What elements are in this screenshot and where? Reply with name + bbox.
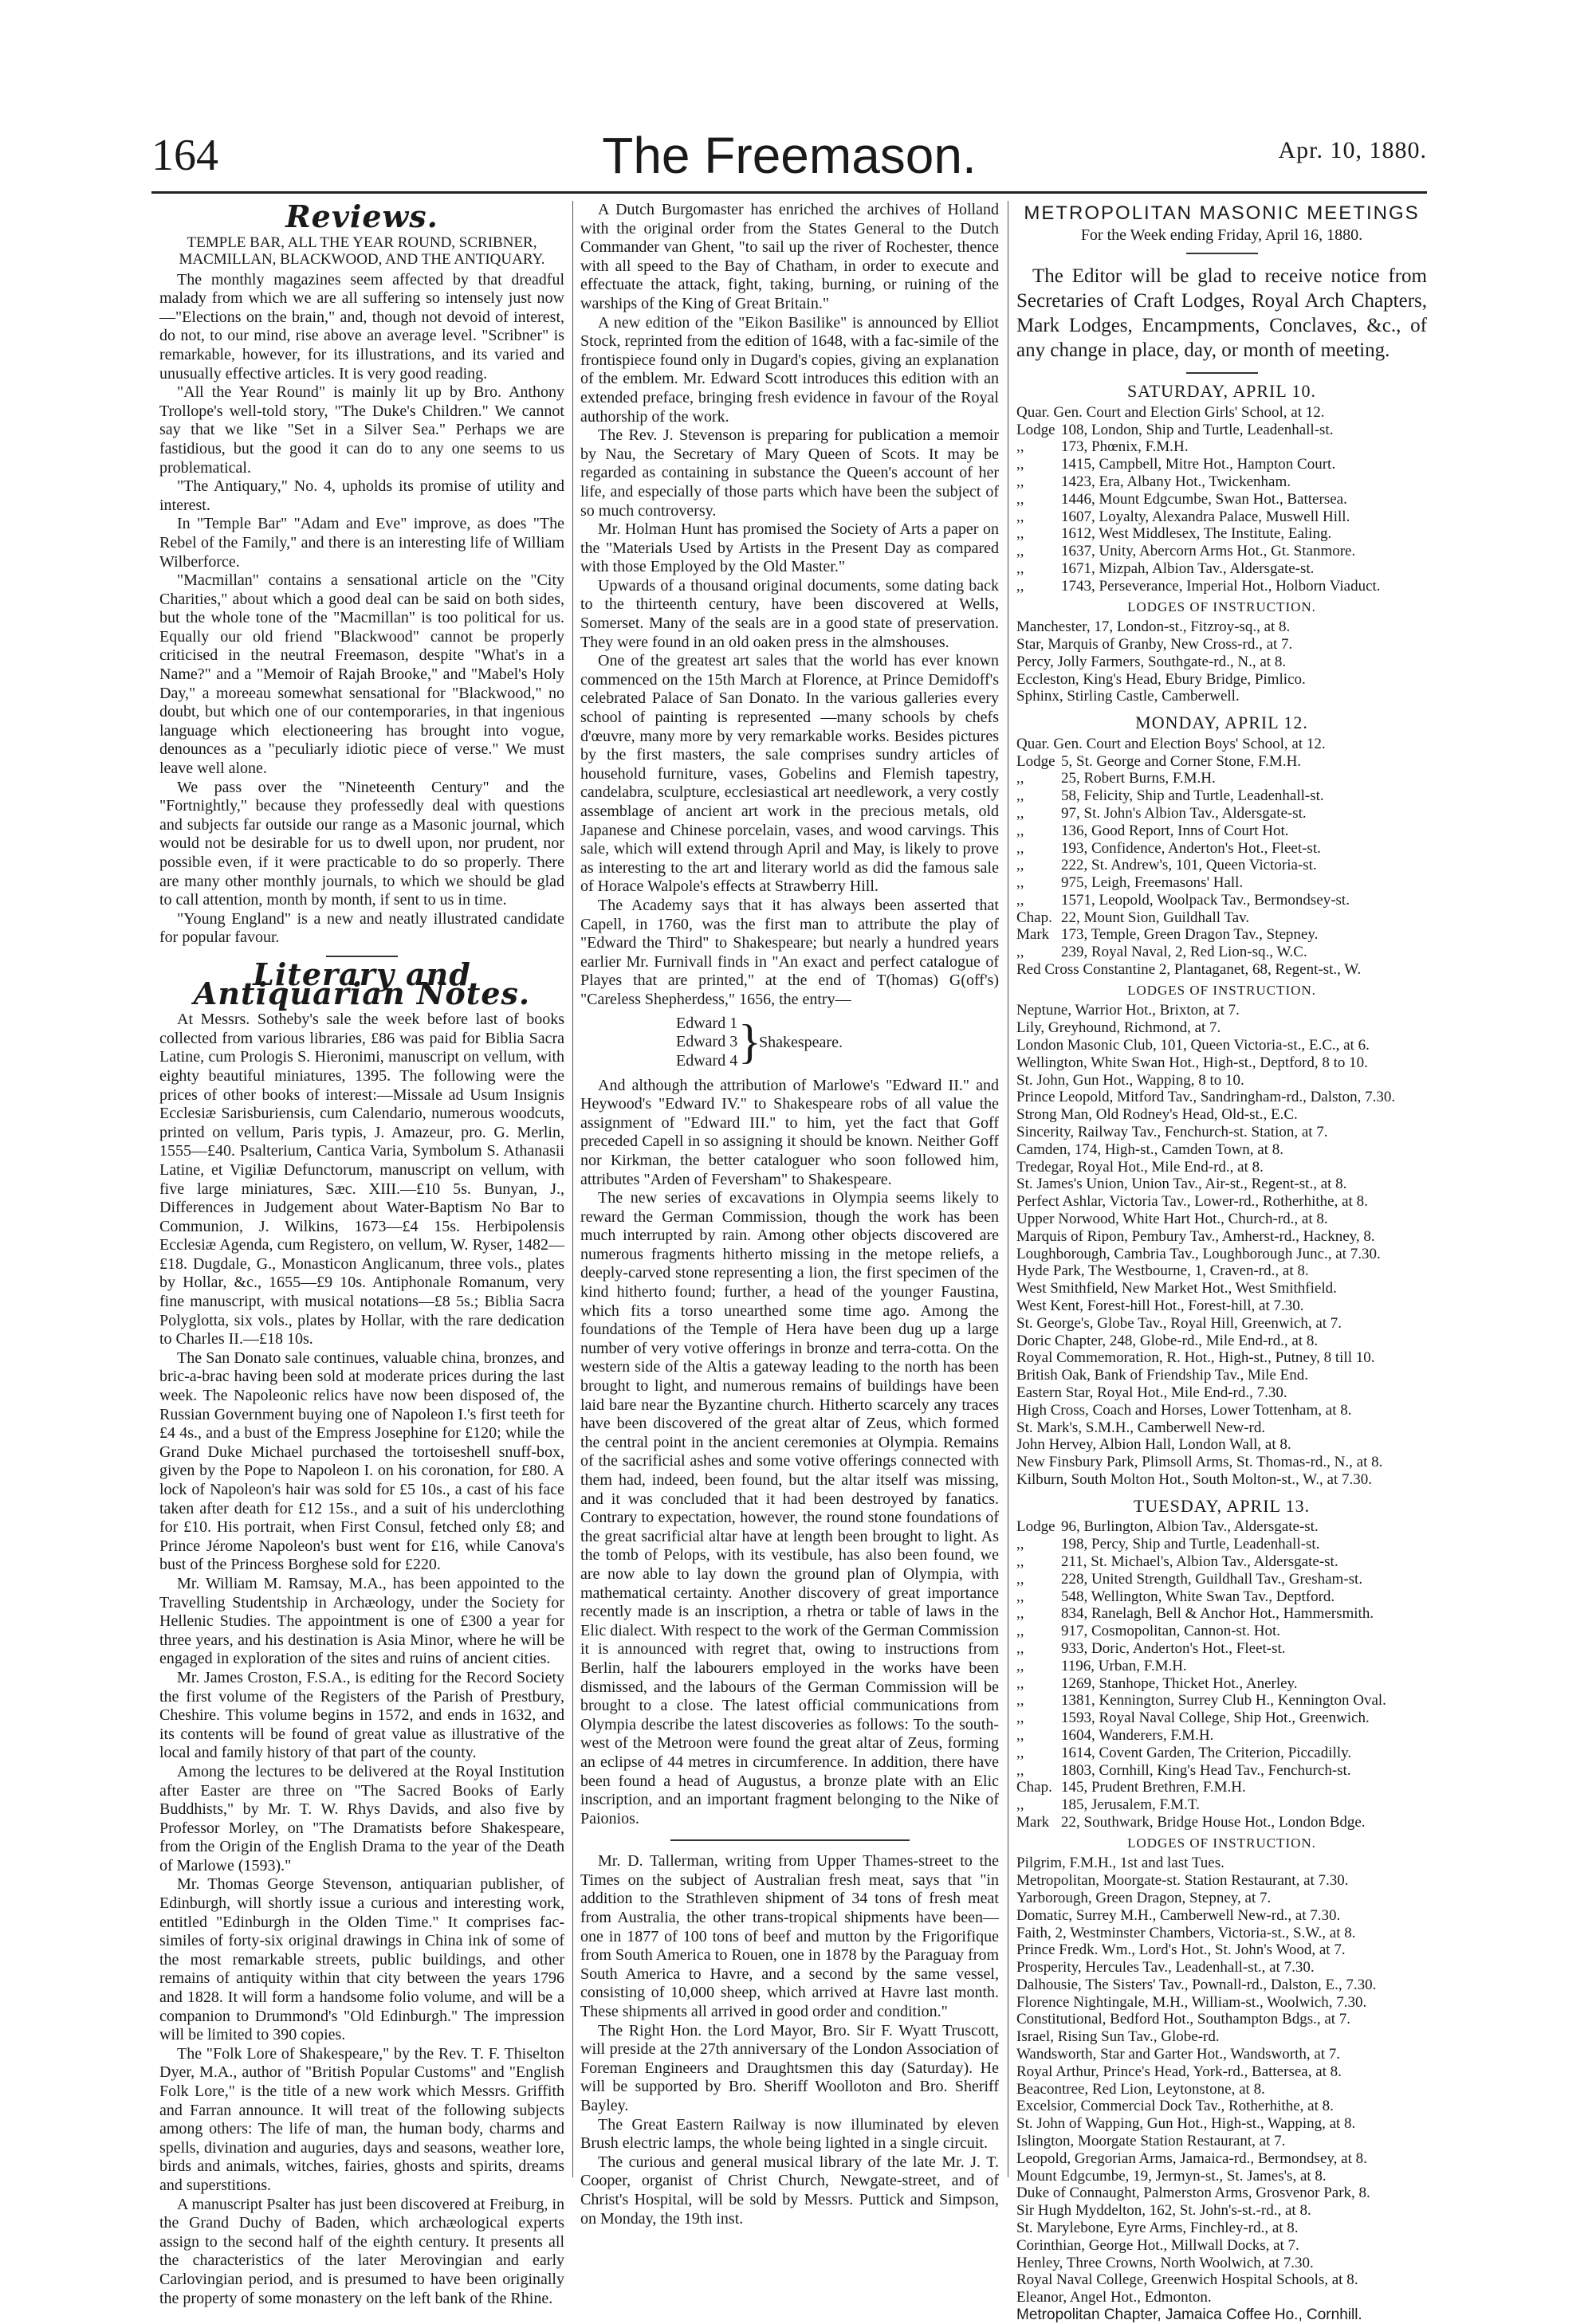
section-rule bbox=[670, 1839, 910, 1841]
meeting-entry-prefix: ,, bbox=[1016, 1674, 1024, 1692]
meeting-entry bbox=[1016, 736, 1427, 753]
meeting-entry bbox=[1016, 1571, 1427, 1588]
instruction-entry: Percy, Jolly Farmers, Southgate-rd., N., at 8. bbox=[1016, 653, 1287, 670]
meeting-entry-text: 58, Felicity, Ship and Turtle, Leadenhall-st. bbox=[1061, 787, 1324, 805]
meeting-entry-prefix: ,, bbox=[1016, 770, 1024, 787]
meeting-entry-text: 222, St. Andrew's, 101, Queen Victoria-st. bbox=[1061, 857, 1317, 874]
instruction-entry: St. James's Union, Union Tav., Air-st., Regent-st., at 8. bbox=[1016, 1176, 1347, 1193]
meeting-entry-prefix: ,, bbox=[1016, 490, 1024, 508]
column-right bbox=[1016, 201, 1427, 2324]
instruction-entry: West Smithfield, New Market Hot., West Smithfield. bbox=[1016, 1280, 1337, 1297]
meeting-entry bbox=[1016, 1796, 1427, 1814]
meeting-entry-text: 173, Temple, Green Dragon Tav., Stepney. bbox=[1061, 926, 1319, 944]
instruction-entry: St. John, Gun Hot., Wapping, 8 to 10. bbox=[1016, 1071, 1244, 1089]
instruction-entry: Marquis of Ripon, Pembury Tav., Amherst-rd., Hackney, 8. bbox=[1016, 1227, 1375, 1245]
meeting-entry-text: 1743, Perseverance, Imperial Hot., Holborn Viaduct. bbox=[1061, 577, 1381, 595]
meeting-day-heading: SATURDAY, APRIL 10. bbox=[1126, 381, 1317, 402]
instruction-entry: Duke of Connaught, Palmerston Arms, Grosvenor Park, 8. bbox=[1016, 2185, 1370, 2202]
meeting-entry-prefix: ,, bbox=[1016, 1536, 1024, 1553]
instruction-entry: Lily, Greyhound, Richmond, at 7. bbox=[1016, 1019, 1221, 1037]
section-rule bbox=[1186, 253, 1258, 254]
middle-notes-b bbox=[580, 1077, 999, 1829]
meeting-entry-text: 96, Burlington, Albion Tav., Aldersgate-st. bbox=[1061, 1518, 1319, 1536]
page-number: 164 bbox=[151, 131, 218, 180]
instruction-entry: Wandsworth, Star and Garter Hot., Wandsworth, at 7. bbox=[1016, 2046, 1341, 2063]
meeting-entry-prefix: ,, bbox=[1016, 1744, 1024, 1761]
reviews-heading: Reviews. bbox=[285, 198, 438, 234]
instruction-entry: Dalhousie, The Sisters' Tav., Pownall-rd., Dalston, E., 7.30. bbox=[1016, 1976, 1377, 1993]
meeting-entry bbox=[1016, 1710, 1427, 1727]
meeting-entry-prefix: ,, bbox=[1016, 1639, 1024, 1657]
meeting-entry bbox=[1016, 753, 1427, 771]
instruction-entry: Prosperity, Hercules Tav., Leadenhall-st., at 7.30. bbox=[1016, 1959, 1315, 1977]
entry-line: Edward 3 bbox=[676, 1033, 738, 1051]
meeting-entry-text: Quar. Gen. Court and Election Girls' School, at 12. bbox=[1016, 403, 1325, 421]
meeting-entry-text: 834, Ranelagh, Bell & Anchor Hot., Hammersmith. bbox=[1061, 1605, 1374, 1623]
note-paragraph: And although the attribution of Marlowe's "Edward II." and Heywood's "Edward IV." to Shakespeare robs of all value the assignment of "Edward III." to him, yet the fact that Goff preceded Capell in so assigning it should be known. Neither Goff nor Kirkman, the better cataloguer who soon followed him, attributes "Arden of Feversham" to Shakespeare. bbox=[580, 1076, 999, 1188]
meeting-entry bbox=[1016, 1605, 1427, 1623]
review-paragraph: "Macmillan" contains a sensational article on the "City Charities," about which a good deal can be said on both sides, but the whole tone of the "Macmillan" is too political for us. Equally our old friend "Blackwood" cannot be properly criticised in the neutral Freemason, despite "What's in a Name?" and a "Memoir of Rajah Brooke," and "Mabel's Holy Day," a moreeau somewhat sensational for "Blackwood," no doubt, but which one of our contemporaries, in that ingenious language which electioneering has brought into vogue, denounces as a "peculiarly idiotic piece of verse." We must leave well alone. bbox=[159, 571, 564, 778]
note-paragraph: A new edition of the "Eikon Basilike" is announced by Elliot Stock, reprinted from the edition of 1648, with a fac-simile of the frontispiece found only in Dugard's copies, giving an explanation of the emblem. Mr. Edward Scott introduces this edition with an extended preface, bringing fresh evidence in favour of the Royal authorship of the work. bbox=[580, 313, 999, 426]
meeting-entry bbox=[1016, 473, 1427, 491]
meeting-entry-prefix: Mark bbox=[1016, 1813, 1050, 1831]
meeting-entry bbox=[1016, 508, 1427, 526]
meeting-entry-prefix: ,, bbox=[1016, 1710, 1024, 1727]
meeting-entry bbox=[1016, 1553, 1427, 1571]
meeting-entry bbox=[1016, 1658, 1427, 1675]
instruction-entry: Yarborough, Green Dragon, Stepney, at 7. bbox=[1016, 1889, 1272, 1906]
meetings-week: For the Week ending Friday, April 16, 1880. bbox=[1080, 226, 1363, 244]
instruction-entry: Perfect Ashlar, Victoria Tav., Lower-rd., Rotherhithe, at 8. bbox=[1016, 1193, 1368, 1211]
instruction-entry: Prince Fredk. Wm., Lord's Hot., St. John's Wood, at 7. bbox=[1016, 1941, 1346, 1959]
meeting-entry-text: 1415, Campbell, Mitre Hot., Hampton Court. bbox=[1061, 456, 1336, 473]
literary-heading: Literary and Antiquarian Notes. bbox=[193, 956, 531, 1011]
meeting-entry-prefix: ,, bbox=[1016, 438, 1024, 456]
meeting-entry-prefix: ,, bbox=[1016, 508, 1024, 525]
instruction-entry: Excelsior, Commercial Dock Tav., Rotherhithe, at 8. bbox=[1016, 2098, 1334, 2115]
instruction-entry: St. George's, Globe Tav., Royal Hill, Greenwich, at 7. bbox=[1016, 1314, 1342, 1332]
meeting-entry-prefix: Lodge bbox=[1016, 752, 1055, 770]
meeting-entry-prefix: ,, bbox=[1016, 822, 1024, 839]
instruction-heading: LODGES OF INSTRUCTION. bbox=[1127, 982, 1316, 998]
meeting-entry bbox=[1016, 1623, 1427, 1640]
meeting-entry bbox=[1016, 1745, 1427, 1762]
issue-date: Apr. 10, 1880. bbox=[1278, 137, 1427, 163]
literary-paragraph: The San Donato sale continues, valuable china, bronzes, and bric-a-brac having been sold at moderate prices during the last week. The Napoleonic relics have now been disposed of, the Russian Government buying one of Napoleon I.'s first teeth for £4 4s., and a bust of the Empress Josephine for £120; while the Grand Duke Michael purchased the tortoiseshell snuff-box, given by the Pope to Napoleon I. on his coronation, for £80. A lock of Napoleon's hair was sold for £5 10s., a cast of his face taken after death for £12 15s., and a suit of his underclothing for £10. His portrait, when First Consul, fetched only £8; and Prince Jérome Napoleon's bust went for £16, while Canova's bust of the Princess Borghese sold for £220. bbox=[159, 1348, 564, 1574]
instruction-entry: Florence Nightingale, M.H., William-st., Woolwich, 7.30. bbox=[1016, 1993, 1367, 2011]
meeting-entry-text: 25, Robert Burns, F.M.H. bbox=[1061, 770, 1216, 787]
meeting-entry-prefix: ,, bbox=[1016, 1726, 1024, 1744]
instruction-entry: Upper Norwood, White Hart Hot., Church-rd., at 8. bbox=[1016, 1211, 1328, 1228]
meeting-entry-text: 1614, Covent Garden, The Criterion, Piccadilly. bbox=[1061, 1744, 1352, 1761]
meeting-entry-text: 933, Doric, Anderton's Hot., Fleet-st. bbox=[1061, 1639, 1286, 1657]
meeting-entry-prefix: ,, bbox=[1016, 944, 1024, 961]
catalogue-entry bbox=[676, 1015, 999, 1072]
instruction-entry: St. John of Wapping, Gun Hot., High-st., Wapping, at 8. bbox=[1016, 2115, 1356, 2133]
meeting-entry-text: 239, Royal Naval, 2, Red Lion-sq., W.C. bbox=[1061, 944, 1307, 961]
instruction-entry: Mount Edgcumbe, 19, Jermyn-st., St. James's, at 8. bbox=[1016, 2167, 1327, 2185]
meeting-entry-prefix: Lodge bbox=[1016, 421, 1055, 438]
literary-paragraph: Among the lectures to be delivered at the Royal Institution after Easter are three on "The Sacred Books of Early Buddhists," by Mr. T. W. Rhys Davids, and also five by Professor Morley, on "The Dramatists before Shakespeare, from the Origin of the English Drama to the year of the Death of Marlowe (1593)." bbox=[159, 1762, 564, 1875]
entry-line: Edward 4 bbox=[676, 1051, 738, 1070]
meeting-days bbox=[1016, 382, 1427, 2324]
meeting-entry bbox=[1016, 944, 1427, 961]
literary-body bbox=[159, 1011, 564, 2308]
meeting-entry-text: 22, Southwark, Bridge House Hot., London Bdge. bbox=[1061, 1813, 1366, 1831]
instruction-heading: LODGES OF INSTRUCTION. bbox=[1127, 599, 1316, 614]
meeting-entry-text: 211, St. Michael's, Albion Tav., Aldersgate-st. bbox=[1061, 1553, 1338, 1570]
meeting-entry-text: 198, Percy, Ship and Turtle, Leadenhall-st. bbox=[1061, 1536, 1320, 1553]
note-paragraph: Mr. Holman Hunt has promised the Society of Arts a paper on the "Materials Used by Artists in the Present Day as compared with those Employed by the Old Master." bbox=[580, 520, 999, 576]
literary-paragraph: The "Folk Lore of Shakespeare," by the Rev. T. F. Thiselton Dyer, M.A., author of "British Popular Customs" and "English Folk Lore," is the title of a new work which Messrs. Griffith and Farran announce. It will treat of the following subjects among others: The life of man, the human body, charms and spells, divination and auguries, days and seasons, weather lore, birds and animals, witches, fairies, ghosts and spirits, dreams and superstitions. bbox=[159, 2044, 564, 2194]
meeting-entry-prefix: ,, bbox=[1016, 1657, 1024, 1674]
brace-glyph: } bbox=[738, 1015, 761, 1068]
instruction-entry: Doric Chapter, 248, Globe-rd., Mile End-rd., at 8. bbox=[1016, 1332, 1319, 1349]
meeting-entry-text: 108, London, Ship and Turtle, Leadenhall-st. bbox=[1061, 421, 1334, 438]
instruction-entry: Islington, Moorgate Station Restaurant, at 7. bbox=[1016, 2133, 1286, 2150]
meeting-entry-text: 1637, Unity, Abercorn Arms Hot., Gt. Stanmore. bbox=[1061, 543, 1356, 560]
meeting-entry-text: 1446, Mount Edgcumbe, Swan Hot., Battersea. bbox=[1061, 490, 1347, 508]
instruction-entry: Leopold, Gregorian Arms, Jamaica-rd., Bermondsey, at 8. bbox=[1016, 2149, 1367, 2167]
entry-line: Edward 1 bbox=[676, 1014, 738, 1032]
meeting-entry-text: 228, United Strength, Guildhall Tav., Gresham-st. bbox=[1061, 1570, 1363, 1588]
meeting-entry-prefix: ,, bbox=[1016, 1761, 1024, 1779]
instruction-entry: Sir Hugh Myddelton, 162, St. John's-st.-rd., at 8. bbox=[1016, 2202, 1311, 2220]
literary-paragraph: Mr. James Croston, F.S.A., is editing for the Record Society the first volume of the Registers of the Parish of Prestbury, Cheshire. This volume begins in 1572, and ends in 1632, and its contents will be found of great value as illustrative of the local and family history of that part of the county. bbox=[159, 1668, 564, 1762]
instruction-entry: Eastern Star, Royal Hot., Mile End-rd., 7.30. bbox=[1016, 1384, 1287, 1401]
meeting-entry-text: 173, Phœnix, F.M.H. bbox=[1061, 438, 1189, 456]
meeting-entry-prefix: ,, bbox=[1016, 839, 1024, 857]
meeting-entry-prefix: ,, bbox=[1016, 1692, 1024, 1710]
masthead bbox=[151, 120, 1427, 191]
reviews-subheading: TEMPLE BAR, ALL THE YEAR ROUND, SCRIBNER, MACMILLAN, BLACKWOOD, AND THE ANTIQUARY. bbox=[179, 234, 545, 268]
meeting-entry bbox=[1016, 543, 1427, 560]
meeting-entry bbox=[1016, 874, 1427, 892]
meeting-entry bbox=[1016, 1675, 1427, 1693]
instruction-entry: Eccleston, King's Head, Ebury Bridge, Pimlico. bbox=[1016, 670, 1306, 688]
meeting-entry-text: 145, Prudent Brethren, F.M.H. bbox=[1061, 1779, 1246, 1796]
instruction-entry: St. Marylebone, Eyre Arms, Finchley-rd., at 8. bbox=[1016, 2220, 1299, 2237]
instruction-entry: High Cross, Coach and Horses, Lower Tottenham, at 8. bbox=[1016, 1401, 1352, 1419]
meeting-entry bbox=[1016, 961, 1427, 979]
meeting-entry-text: 1803, Cornhill, King's Head Tav., Fenchurch-st. bbox=[1061, 1761, 1351, 1779]
instruction-entry: Corinthian, George Hot., Millwall Docks, at 7. bbox=[1016, 2236, 1299, 2254]
review-paragraph: "Young England" is a new and neatly illustrated candidate for popular favour. bbox=[159, 909, 564, 947]
meeting-entry bbox=[1016, 1727, 1427, 1745]
masthead-rule bbox=[151, 191, 1427, 194]
note-paragraph: One of the greatest art sales that the world has ever known commenced on the 15th March at Florence, at Prince Demidoff's celebrated Palace of San Donato. In the various galleries every school of painting is represented —many schools by chefs d'œuvre, many more by very remarkable works. Besides pictures by the first masters, the sale comprises sundry articles of household furniture, vases, Gobelins and Flemish tapestry, candelabra, sculpture, ecclesiastical art needlework, a very costly assemblage of ancient art work in the precious metals, old Japanese and Chinese porcelain, vases, and wood carvings. This sale, which will extend through April and May, is likely to prove as interesting to the art and literary world as did the famous sale of Horace Walpole's effects at Strawberry Hill. bbox=[580, 652, 999, 896]
meeting-entry bbox=[1016, 926, 1427, 944]
note-paragraph: The Great Eastern Railway is now illuminated by eleven Brush electric lamps, the whole being lighted in a single circuit. bbox=[580, 2115, 999, 2153]
instruction-entry: Loughborough, Cambria Tav., Loughborough Junc., at 7.30. bbox=[1016, 1245, 1381, 1262]
instruction-entry: Royal Commemoration, R. Hot., High-st., Putney, 8 till 10. bbox=[1016, 1349, 1375, 1367]
instruction-entry: Henley, Three Crowns, North Woolwich, at 7.30. bbox=[1016, 2254, 1314, 2271]
column-left bbox=[159, 198, 564, 2308]
review-paragraph: "All the Year Round" is mainly lit up by Bro. Anthony Trollope's well-told story, "The Duke's Children." We cannot say that we like "Set in a Silver Sea." Perhaps we are fastidious, but the good it can do to any one seems to us problematical. bbox=[159, 383, 564, 477]
meeting-day-heading: TUESDAY, APRIL 13. bbox=[1133, 1495, 1311, 1516]
meeting-entry-prefix: ,, bbox=[1016, 525, 1024, 543]
meeting-entry-prefix: ,, bbox=[1016, 1570, 1024, 1588]
note-paragraph: A Dutch Burgomaster has enriched the archives of Holland with the original order from the States General to the Dutch Commander van Ghent, "to sail up the river of Rochester, thence with all speed to the Bay of Chatham, in order to execute and effectuate the attack, fight, taking, burning, or ruining of the warships of the King of Great Britain." bbox=[580, 201, 999, 312]
meeting-entry-text: 1196, Urban, F.M.H. bbox=[1061, 1657, 1187, 1674]
reviews-body bbox=[159, 271, 564, 948]
note-paragraph: The Academy says that it has always been asserted that Capell, in 1760, was the first man to attribute the play of "Edward the Third" to Shakespeare; but nearly a hundred years earlier Mr. Furnivall finds in "An exact and perfect catalogue of Playes that are printed," at the end of T(homas) G(off's) "Careless Shepherdess," 1656, the entry— bbox=[580, 896, 999, 1008]
note-paragraph: Mr. D. Tallerman, writing from Upper Thames-street to the Times on the subject of Australian fresh meat, says that "in addition to the Strathleven shipment of 34 tons of fresh meat from Australia, the other trans-tropical shipments have been—one in 1877 of 100 tons of beef and mutton by the Frigorifique from South America to Rouen, one in 1878 by the Paraguay from South America to Havre, and a second by the same vessel, consisting of 10,000 sheep, which arrived at Havre last month. These shipments all arrived in good order and condition." bbox=[580, 1852, 999, 2021]
review-paragraph: The monthly magazines seem affected by that dreadful malady from which we are all suffering so intensely just now—"Elections on the brain," and, though not devoid of interest, do not, to our mind, rise above an average level. "Scribner" is remarkable, however, for its illustrations, and its varied and unusually effective articles. It is very good reading. bbox=[159, 270, 564, 383]
meeting-entry-text: 548, Wellington, White Swan Tav., Deptford. bbox=[1061, 1588, 1335, 1605]
review-paragraph: We pass over the "Nineteenth Century" and the "Fortnightly," because they professedly deal with questions and subjects far outside our range as a Masonic journal, which would not be desirable for us to dwell upon, nor prudent, nor possible even, if it were practicable to do so properly. There are many other monthly journals, to which we should be glad to call attention, month by month, if sent to us in time. bbox=[159, 778, 564, 909]
instruction-entry: Pilgrim, F.M.H., 1st and last Tues. bbox=[1016, 1855, 1224, 1872]
meeting-entry-text: 975, Leigh, Freemasons' Hall. bbox=[1061, 874, 1244, 892]
meeting-entry-prefix: Chap. bbox=[1016, 1779, 1052, 1796]
instruction-entry: Hyde Park, The Westbourne, 1, Craven-rd., at 8. bbox=[1016, 1262, 1309, 1280]
meeting-entry-text: Quar. Gen. Court and Election Boys' School, at 12. bbox=[1016, 735, 1326, 752]
meeting-entry bbox=[1016, 787, 1427, 805]
meeting-entry bbox=[1016, 1779, 1427, 1796]
section-rule bbox=[1186, 372, 1258, 374]
meeting-entry-prefix: ,, bbox=[1016, 559, 1024, 577]
instruction-entry: Sincerity, Railway Tav., Fenchurch-st. Station, at 7. bbox=[1016, 1124, 1328, 1141]
meeting-entry-text: 1269, Stanhope, Thicket Hot., Anerley. bbox=[1061, 1674, 1298, 1692]
meeting-entry-prefix: ,, bbox=[1016, 543, 1024, 560]
meeting-entry bbox=[1016, 822, 1427, 840]
meeting-entry-prefix: ,, bbox=[1016, 1588, 1024, 1605]
meeting-entry bbox=[1016, 1762, 1427, 1780]
meeting-entry-text: 1612, West Middlesex, The Institute, Ealing. bbox=[1061, 525, 1332, 543]
meeting-entry bbox=[1016, 1814, 1427, 1831]
meeting-entry-text: 185, Jerusalem, F.M.T. bbox=[1061, 1796, 1200, 1814]
review-paragraph: In "Temple Bar" "Adam and Eve" improve, as does "The Rebel of the Family," and there is an interesting life of William Wilberforce. bbox=[159, 515, 564, 571]
instruction-entry: Star, Marquis of Granby, New Cross-rd., at 7. bbox=[1016, 635, 1293, 653]
meeting-entry-text: 1593, Royal Naval College, Ship Hot., Greenwich. bbox=[1061, 1710, 1370, 1727]
meeting-entry-text: 1381, Kennington, Surrey Club H., Kennington Oval. bbox=[1061, 1692, 1386, 1710]
column-divider bbox=[572, 201, 573, 2177]
meeting-entry-text: 1607, Loyalty, Alexandra Palace, Muswell Hill. bbox=[1061, 508, 1350, 525]
meeting-entry-text: 1423, Era, Albany Hot., Twickenham. bbox=[1061, 473, 1291, 490]
instruction-entry: Kilburn, South Molton Hot., South Molton-st., W., at 7.30. bbox=[1016, 1470, 1373, 1488]
meeting-entry-text: 193, Confidence, Anderton's Hot., Fleet-st. bbox=[1061, 839, 1321, 857]
instruction-entry: London Masonic Club, 101, Queen Victoria-st., E.C., at 6. bbox=[1016, 1037, 1370, 1054]
instruction-entry: West Kent, Forest-hill Hot., Forest-hill, at 7.30. bbox=[1016, 1297, 1304, 1315]
meeting-entry bbox=[1016, 404, 1427, 422]
note-paragraph: The new series of excavations in Olympia seems likely to reward the German Commission, though the work has been much interrupted by rain. Among other objects discovered are numerous fragments hitherto missing in the metope reliefs, a deeply-carved stone representing a lion, the first specimen of the kind hitherto found; further, a head of the younger Faustina, which fits a torso unearthed some time ago. Among the foundations of the Temple of Hera have been dug up a large number of very votive offerings in bronze and terra-cotta. On the western side of the Altis a gateway leading to the north has been brought to light, and numerous remains of buildings have been laid bare near the Byzantine church. Hitherto scarcely any traces have been discovered of the great altar of Zeus, which formed the central point in the ancient ceremonies at Olympia. Remains of the sacrificial ashes and some votive offerings connected with them had, indeed, been found, but the altar itself was missing, and it was concluded that it had been destroyed by fanatics. Contrary to expectation, however, the round stone foundations of the great sacrificial altar have at length been brought to light. As the tomb of Pelops, with its vestibule, has also been found, we are now able to lay down the ground plan of Olympia, with mathematical certainty. Another discovery of great importance recently made is an inscription, a rhetra or table of laws in the Elic dialect. With respect to the work of the German Commission it is announced with regret that, owing to instructions from Berlin, half the labourers employed in the works have been dismissed, and the labours of the German Commission will be brought to a close. The latest official communications from Olympia describe the latest discoveries as follows: To the south-west of the Metroon were found the great altar of Zeus, forming an eclipse of 44 metres in circumference. In addition, there have been found a head of Augustus, a bronze plate with an Elic inscription, and an important fragment belonging to the Nike of Paionios. bbox=[580, 1189, 999, 1827]
meeting-entry bbox=[1016, 422, 1427, 439]
meeting-entry-prefix: ,, bbox=[1016, 456, 1024, 473]
literary-paragraph: A manuscript Psalter has just been discovered at Freiburg, in the Grand Duchy of Baden, which archæological experts assign to the second half of the eighth century. It presents all the characteristics of the later Merovingian and early Carlovingian period, and is presumed to have been originally the property of some monastery on the left bank of the Rhine. bbox=[159, 2195, 564, 2307]
meeting-entry-text: 22, Mount Sion, Guildhall Tav. bbox=[1061, 909, 1250, 926]
note-paragraph: The Rev. J. Stevenson is preparing for publication a memoir by Nau, the Secretary of Mary Queen of Scots. It may be regarded as containing in substance the Queen's account of her life, and especially of those parts which have been the subject of so much controversy. bbox=[580, 426, 999, 520]
meeting-entry-prefix: ,, bbox=[1016, 473, 1024, 490]
meeting-entry-text: 1671, Mizpah, Albion Tav., Aldersgate-st. bbox=[1061, 559, 1315, 577]
instruction-entry: Camden, 174, High-st., Camden Town, at 8. bbox=[1016, 1140, 1284, 1158]
note-paragraph: The Right Hon. the Lord Mayor, Bro. Sir F. Wyatt Truscott, will preside at the 27th anniversary of the London Association of Foreman Engineers and Draughtsmen this day (Saturday). He will be supported by Bro. Sheriff Woolloton and Bro. Sheriff Bayley. bbox=[580, 2021, 999, 2114]
meeting-entry-prefix: Chap. bbox=[1016, 909, 1052, 926]
instruction-heading: LODGES OF INSTRUCTION. bbox=[1127, 1835, 1316, 1851]
meeting-day-heading: MONDAY, APRIL 12. bbox=[1135, 713, 1308, 733]
meeting-entry-text: 1571, Leopold, Woolpack Tav., Bermondsey-st. bbox=[1061, 891, 1350, 909]
instruction-entry: Neptune, Warrior Hot., Brixton, at 7. bbox=[1016, 1002, 1240, 1019]
meeting-entry-text: 5, St. George and Corner Stone, F.M.H. bbox=[1061, 752, 1302, 770]
meeting-entry bbox=[1016, 770, 1427, 787]
note-paragraph: The curious and general musical library of the late Mr. J. T. Cooper, organist of Christ Church, Newgate-street, and of Christ's Hospital, will be sold by Messrs. Puttick and Simpson, on Monday, the 19th inst. bbox=[580, 2153, 999, 2228]
meeting-entry bbox=[1016, 1588, 1427, 1606]
instruction-entry: New Finsbury Park, Plimsoll Arms, St. Thomas-rd., N., at 8. bbox=[1016, 1454, 1383, 1471]
note-paragraph: Upwards of a thousand original documents, some dating back to the thirteenth century, have been discovered at Wells, Somerset. Many of the seals are in a good state of preservation. They were found in an old oaken press in the almshouses. bbox=[580, 576, 999, 651]
instruction-entry: Royal Arthur, Prince's Head, York-rd., Battersea, at 8. bbox=[1016, 2063, 1342, 2080]
instruction-entry: Eleanor, Angel Hot., Edmonton. bbox=[1016, 2289, 1212, 2306]
meeting-entry bbox=[1016, 560, 1427, 578]
meeting-entry-prefix: ,, bbox=[1016, 577, 1024, 595]
meeting-entry-text: 917, Cosmopolitan, Cannon-st. Hot. bbox=[1061, 1623, 1280, 1640]
meeting-entry-prefix: ,, bbox=[1016, 1623, 1024, 1640]
instruction-entry: Tredegar, Royal Hot., Mile End-rd., at 8. bbox=[1016, 1158, 1264, 1176]
meeting-entry bbox=[1016, 491, 1427, 508]
instruction-entry: Royal Naval College, Greenwich Hospital Schools, at 8. bbox=[1016, 2271, 1358, 2289]
meeting-entry bbox=[1016, 456, 1427, 473]
meeting-entry-prefix: Mark bbox=[1016, 926, 1050, 944]
meeting-entry bbox=[1016, 892, 1427, 909]
meeting-entry bbox=[1016, 840, 1427, 858]
middle-notes-c bbox=[580, 1852, 999, 2228]
meeting-entry bbox=[1016, 1640, 1427, 1658]
meeting-entry-prefix: ,, bbox=[1016, 874, 1024, 892]
meeting-entry-prefix: ,, bbox=[1016, 804, 1024, 822]
meetings-heading: METROPOLITAN MASONIC MEETINGS bbox=[1024, 202, 1420, 224]
instruction-entry: Strong Man, Old Rodney's Head, Old-st., E.C. bbox=[1016, 1106, 1298, 1124]
meeting-entry-text: 97, St. John's Albion Tav., Aldersgate-st. bbox=[1061, 804, 1307, 822]
instruction-entry: St. Mark's, S.M.H., Camberwell New-rd. bbox=[1016, 1419, 1266, 1436]
meeting-entry bbox=[1016, 1536, 1427, 1553]
instruction-entry: Metropolitan Chapter, Jamaica Coffee Ho., Cornhill. bbox=[1016, 2306, 1362, 2324]
instruction-entry: Domatic, Surrey M.H., Camberwell New-rd., at 7.30. bbox=[1016, 1906, 1341, 1924]
column-middle bbox=[580, 201, 999, 2228]
meeting-entry bbox=[1016, 1692, 1427, 1710]
instruction-entry: British Oak, Bank of Friendship Tav., Mile End. bbox=[1016, 1367, 1308, 1384]
meeting-entry bbox=[1016, 578, 1427, 595]
newspaper-title: The Freemason. bbox=[602, 127, 977, 184]
meeting-entry bbox=[1016, 438, 1427, 456]
meeting-entry bbox=[1016, 525, 1427, 543]
meeting-entry bbox=[1016, 909, 1427, 927]
literary-paragraph: Mr. William M. Ramsay, M.A., has been appointed to the Travelling Studentship in Archæology, under the Society for Hellenic Studies. The appointment is one of £300 a year for three years, and his destination is Asia Minor, where he will be engaged in exploration of the sites and ruins of ancient cities. bbox=[159, 1574, 564, 1668]
meeting-entry bbox=[1016, 805, 1427, 822]
literary-paragraph: Mr. Thomas George Stevenson, antiquarian publisher, of Edinburgh, will shortly issue a curious and interesting work, entitled "Edinburgh in the Olden Time." It comprises fac-similes of forty-six original drawings in China ink of some of the most remarkable streets, public buildings, and other remains of antiquity within that city between the years 1796 and 1828. It will form a handsome folio volume, and will be a companion to Drummond's "Old Edinburgh." The impression will be limited to 390 copies. bbox=[159, 1875, 564, 2044]
entry-label: Shakespeare. bbox=[759, 1033, 843, 1051]
instruction-entry: Metropolitan, Moorgate-st. Station Restaurant, at 7.30. bbox=[1016, 1872, 1349, 1890]
meeting-entry-prefix: ,, bbox=[1016, 1605, 1024, 1623]
instruction-entry: Sphinx, Stirling Castle, Camberwell. bbox=[1016, 688, 1240, 705]
meeting-entry-prefix: Lodge bbox=[1016, 1518, 1055, 1536]
meeting-entry-text: Red Cross Constantine 2, Plantaganet, 68, Regent-st., W. bbox=[1016, 961, 1362, 979]
meeting-entry-prefix: ,, bbox=[1016, 891, 1024, 909]
instruction-entry: Constitutional, Bedford Hot., Southampton Bdgs., at 7. bbox=[1016, 2011, 1351, 2028]
literary-paragraph: At Messrs. Sotheby's sale the week before last of books collected from various libraries, £86 was paid for Biblia Sacra Latine, cum Prologis S. Hieronimi, manuscript on vellum, with eighty beautiful miniatures, 1395. The following were the prices of other books of interest:—Missale ad Usum Insignis Ecclesiæ Sarisburiensis, cum Calendario, numerous woodcuts, printed on vellum, Paris typis, J. Amazeur, pro. G. Merlin, 1555—£40. Psalterium, Cantica Varia, Symbolum S. Athanasii Latine, et Vigiliæ Defunctorum, manuscript on vellum, with five large miniatures, Sæc. XIII.—£10 5s. Bunyan, J., Differences in Judgement about Water-Baptism No Bar to Communion, J. Wilkins, 1673—£4 15s. Herbipolensis Ecclesiæ Agenda, cum Registero, on vellum, W. Ryser, 1482—£18. Dugdale, G., Monasticon Anglicanum, three vols., plates by Hollar, &c., 1655—£9 10s. Antiphonale Romanum, very fine manuscript, with musical notations—£8 5s.; Biblia Sacra Polyglotta, six vols., plates by Hollar, with the rare dedication to Charles II.—£18 10s. bbox=[159, 1011, 564, 1348]
review-paragraph: "The Antiquary," No. 4, upholds its promise of utility and interest. bbox=[159, 477, 564, 514]
instruction-entry: John Hervey, Albion Hall, London Wall, at 8. bbox=[1016, 1436, 1291, 1454]
meeting-entry bbox=[1016, 857, 1427, 874]
meeting-entry-text: 136, Good Report, Inns of Court Hot. bbox=[1061, 822, 1289, 839]
instruction-entry: Israel, Rising Sun Tav., Globe-rd. bbox=[1016, 2028, 1220, 2046]
middle-notes-a bbox=[580, 201, 999, 1010]
instruction-entry: Faith, 2, Westminster Chambers, Victoria-st., S.W., at 8. bbox=[1016, 1924, 1356, 1941]
meeting-entry-prefix: ,, bbox=[1016, 857, 1024, 874]
meeting-entry-text: 1604, Wanderers, F.M.H. bbox=[1061, 1726, 1214, 1744]
meeting-entry bbox=[1016, 1518, 1427, 1536]
meeting-entry-prefix: ,, bbox=[1016, 787, 1024, 805]
instruction-entry: Prince Leopold, Mitford Tav., Sandringham-rd., Dalston, 7.30. bbox=[1016, 1089, 1396, 1106]
meeting-entry-prefix: ,, bbox=[1016, 1553, 1024, 1570]
instruction-entry: Beacontree, Red Lion, Leytonstone, at 8. bbox=[1016, 2080, 1265, 2098]
editor-note: The Editor will be glad to receive notice from Secretaries of Craft Lodges, Royal Arch Chapters, Mark Lodges, Encampments, Conclaves, &c., of any change in place, day, or month of meeting. bbox=[1016, 265, 1427, 362]
instruction-entry: Manchester, 17, London-st., Fitzroy-sq., at 8. bbox=[1016, 618, 1291, 636]
instruction-entry: Wellington, White Swan Hot., High-st., Deptford, 8 to 10. bbox=[1016, 1054, 1368, 1071]
meeting-entry-prefix: ,, bbox=[1016, 1796, 1024, 1814]
